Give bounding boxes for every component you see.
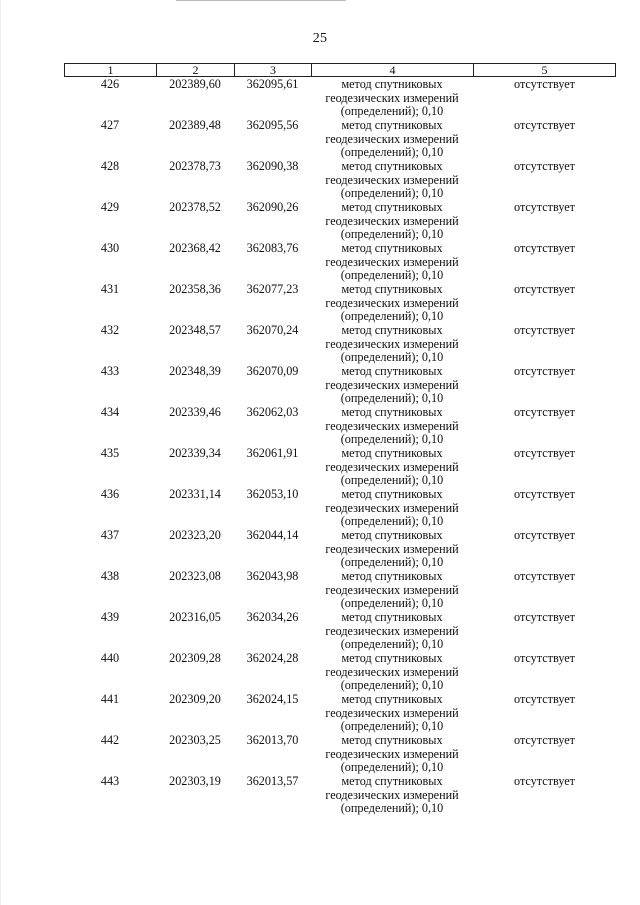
- point-number: 436: [100, 487, 120, 501]
- coordinate-y: 362034,26: [246, 610, 299, 624]
- method-description: [311, 570, 473, 611]
- method-description: [311, 406, 473, 447]
- method-line: метод спутниковых: [341, 159, 443, 173]
- boundary-note: отсутствует: [514, 774, 575, 788]
- coordinate-x: 202316,05: [169, 610, 221, 624]
- method-line: (определений); 0,10: [340, 555, 444, 570]
- column-header-3: 3: [234, 64, 311, 76]
- method-description: [311, 652, 473, 693]
- column-header-1: 1: [64, 64, 156, 76]
- table-row: [64, 365, 616, 406]
- method-line: геодезических измерений: [325, 295, 459, 310]
- table-row: [64, 78, 616, 119]
- method-line: (определений); 0,10: [340, 760, 444, 775]
- coordinate-y: 362095,61: [246, 77, 299, 91]
- table-row: [64, 160, 616, 201]
- table-row: [64, 488, 616, 529]
- method-line: метод спутниковых: [341, 651, 443, 665]
- point-number: 434: [100, 405, 120, 419]
- method-line: геодезических измерений: [325, 541, 459, 556]
- method-line: геодезических измерений: [325, 90, 459, 105]
- method-line: метод спутниковых: [341, 446, 443, 460]
- coordinate-x: 202348,57: [169, 323, 221, 337]
- boundary-note: отсутствует: [514, 323, 575, 337]
- table-row: [64, 242, 616, 283]
- method-line: (определений); 0,10: [340, 514, 444, 529]
- coordinate-x: 202358,36: [169, 282, 221, 296]
- method-line: геодезических измерений: [325, 500, 459, 515]
- table-header: [64, 63, 616, 77]
- method-line: (определений); 0,10: [340, 145, 444, 160]
- column-header-5: 5: [473, 64, 616, 76]
- coordinate-x: 202339,46: [169, 405, 221, 419]
- coordinate-x: 202378,52: [169, 200, 221, 214]
- method-line: (определений); 0,10: [340, 432, 444, 447]
- method-line: (определений); 0,10: [340, 227, 444, 242]
- point-number: 429: [100, 200, 120, 214]
- point-number: 432: [100, 323, 120, 337]
- coordinate-y: 362013,57: [246, 774, 299, 788]
- method-line: (определений); 0,10: [340, 391, 444, 406]
- method-line: (определений); 0,10: [340, 309, 444, 324]
- boundary-note: отсутствует: [514, 733, 575, 747]
- method-line: геодезических измерений: [325, 131, 459, 146]
- method-line: геодезических измерений: [325, 172, 459, 187]
- method-description: [311, 365, 473, 406]
- coordinate-y: 362024,15: [246, 692, 299, 706]
- table-row: [64, 652, 616, 693]
- page-number: 25: [312, 31, 328, 46]
- coordinate-x: 202389,48: [169, 118, 221, 132]
- coordinate-y: 362070,09: [246, 364, 299, 378]
- coordinate-y: 362070,24: [246, 323, 299, 337]
- method-description: [311, 201, 473, 242]
- table-row: [64, 201, 616, 242]
- point-number: 433: [100, 364, 120, 378]
- point-number: 435: [100, 446, 120, 460]
- boundary-note: отсутствует: [514, 446, 575, 460]
- method-line: метод спутниковых: [341, 200, 443, 214]
- method-line: метод спутниковых: [341, 733, 443, 747]
- coordinate-x: 202368,42: [169, 241, 221, 255]
- point-number: 439: [100, 610, 120, 624]
- point-number: 431: [100, 282, 120, 296]
- method-line: геодезических измерений: [325, 705, 459, 720]
- coordinate-x: 202389,60: [169, 77, 221, 91]
- table-row: [64, 324, 616, 365]
- coordinate-x: 202348,39: [169, 364, 221, 378]
- coordinate-x: 202339,34: [169, 446, 221, 460]
- coordinate-x: 202331,14: [169, 487, 221, 501]
- method-line: (определений); 0,10: [340, 801, 444, 816]
- scan-mark: [0, 0, 1, 905]
- coordinate-y: 362053,10: [246, 487, 299, 501]
- boundary-note: отсутствует: [514, 118, 575, 132]
- table-row: [64, 283, 616, 324]
- method-line: геодезических измерений: [325, 213, 459, 228]
- coordinate-y: 362024,28: [246, 651, 299, 665]
- method-line: геодезических измерений: [325, 254, 459, 269]
- method-line: метод спутниковых: [341, 77, 443, 91]
- boundary-note: отсутствует: [514, 77, 575, 91]
- coordinate-x: 202323,08: [169, 569, 221, 583]
- point-number: 430: [100, 241, 120, 255]
- coordinate-x: 202303,25: [169, 733, 221, 747]
- method-line: (определений); 0,10: [340, 678, 444, 693]
- point-number: 440: [100, 651, 120, 665]
- method-line: метод спутниковых: [341, 405, 443, 419]
- method-description: [311, 611, 473, 652]
- method-line: (определений); 0,10: [340, 186, 444, 201]
- table-body: [64, 78, 616, 816]
- coordinate-x: 202309,28: [169, 651, 221, 665]
- method-line: (определений); 0,10: [340, 350, 444, 365]
- boundary-note: отсутствует: [514, 569, 575, 583]
- method-description: [311, 529, 473, 570]
- coordinate-y: 362013,70: [246, 733, 299, 747]
- coordinate-x: 202303,19: [169, 774, 221, 788]
- point-number: 443: [100, 774, 120, 788]
- method-line: геодезических измерений: [325, 582, 459, 597]
- point-number: 442: [100, 733, 120, 747]
- point-number: 437: [100, 528, 120, 542]
- point-number: 438: [100, 569, 120, 583]
- method-description: [311, 283, 473, 324]
- coordinate-x: 202378,73: [169, 159, 221, 173]
- table-row: [64, 570, 616, 611]
- method-description: [311, 242, 473, 283]
- method-description: [311, 447, 473, 488]
- method-description: [311, 734, 473, 775]
- method-description: [311, 78, 473, 119]
- table-row: [64, 693, 616, 734]
- method-line: метод спутниковых: [341, 528, 443, 542]
- boundary-note: отсутствует: [514, 405, 575, 419]
- boundary-note: отсутствует: [514, 159, 575, 173]
- method-line: (определений); 0,10: [340, 596, 444, 611]
- method-description: [311, 160, 473, 201]
- boundary-note: отсутствует: [514, 651, 575, 665]
- method-line: геодезических измерений: [325, 377, 459, 392]
- method-description: [311, 775, 473, 816]
- method-line: геодезических измерений: [325, 336, 459, 351]
- method-line: геодезических измерений: [325, 418, 459, 433]
- method-line: метод спутниковых: [341, 118, 443, 132]
- method-line: (определений); 0,10: [340, 473, 444, 488]
- boundary-note: отсутствует: [514, 200, 575, 214]
- boundary-note: отсутствует: [514, 282, 575, 296]
- method-line: метод спутниковых: [341, 774, 443, 788]
- method-line: метод спутниковых: [341, 323, 443, 337]
- table-row: [64, 447, 616, 488]
- table-row: [64, 406, 616, 447]
- method-line: метод спутниковых: [341, 610, 443, 624]
- point-number: 441: [100, 692, 120, 706]
- column-header-2: 2: [156, 64, 234, 76]
- point-number: 428: [100, 159, 120, 173]
- boundary-note: отсутствует: [514, 692, 575, 706]
- table-row: [64, 611, 616, 652]
- method-line: метод спутниковых: [341, 282, 443, 296]
- point-number: 427: [100, 118, 120, 132]
- table-row: [64, 734, 616, 775]
- coordinate-y: 362083,76: [246, 241, 299, 255]
- method-line: (определений); 0,10: [340, 268, 444, 283]
- method-line: метод спутниковых: [341, 692, 443, 706]
- boundary-note: отсутствует: [514, 487, 575, 501]
- method-line: геодезических измерений: [325, 459, 459, 474]
- method-line: геодезических измерений: [325, 664, 459, 679]
- coordinate-y: 362062,03: [246, 405, 299, 419]
- method-line: метод спутниковых: [341, 364, 443, 378]
- method-line: геодезических измерений: [325, 787, 459, 802]
- coordinate-y: 362077,23: [246, 282, 299, 296]
- table-row: [64, 119, 616, 160]
- method-line: геодезических измерений: [325, 623, 459, 638]
- table-row: [64, 529, 616, 570]
- method-line: метод спутниковых: [341, 241, 443, 255]
- boundary-note: отсутствует: [514, 528, 575, 542]
- method-line: метод спутниковых: [341, 569, 443, 583]
- coordinate-y: 362044,14: [246, 528, 299, 542]
- method-description: [311, 324, 473, 365]
- coordinate-y: 362090,38: [246, 159, 299, 173]
- boundary-note: отсутствует: [514, 610, 575, 624]
- method-line: (определений); 0,10: [340, 637, 444, 652]
- method-description: [311, 693, 473, 734]
- table-row: [64, 775, 616, 816]
- method-line: метод спутниковых: [341, 487, 443, 501]
- method-description: [311, 488, 473, 529]
- coordinate-x: 202323,20: [169, 528, 221, 542]
- coordinate-y: 362090,26: [246, 200, 299, 214]
- coordinate-y: 362061,91: [246, 446, 299, 460]
- coordinate-y: 362095,56: [246, 118, 299, 132]
- point-number: 426: [100, 77, 120, 91]
- boundary-note: отсутствует: [514, 364, 575, 378]
- method-line: (определений); 0,10: [340, 719, 444, 734]
- method-line: (определений); 0,10: [340, 104, 444, 119]
- scan-mark: [176, 0, 346, 1]
- column-header-4: 4: [311, 64, 473, 76]
- coordinate-x: 202309,20: [169, 692, 221, 706]
- boundary-note: отсутствует: [514, 241, 575, 255]
- method-line: геодезических измерений: [325, 746, 459, 761]
- coordinate-y: 362043,98: [246, 569, 299, 583]
- method-description: [311, 119, 473, 160]
